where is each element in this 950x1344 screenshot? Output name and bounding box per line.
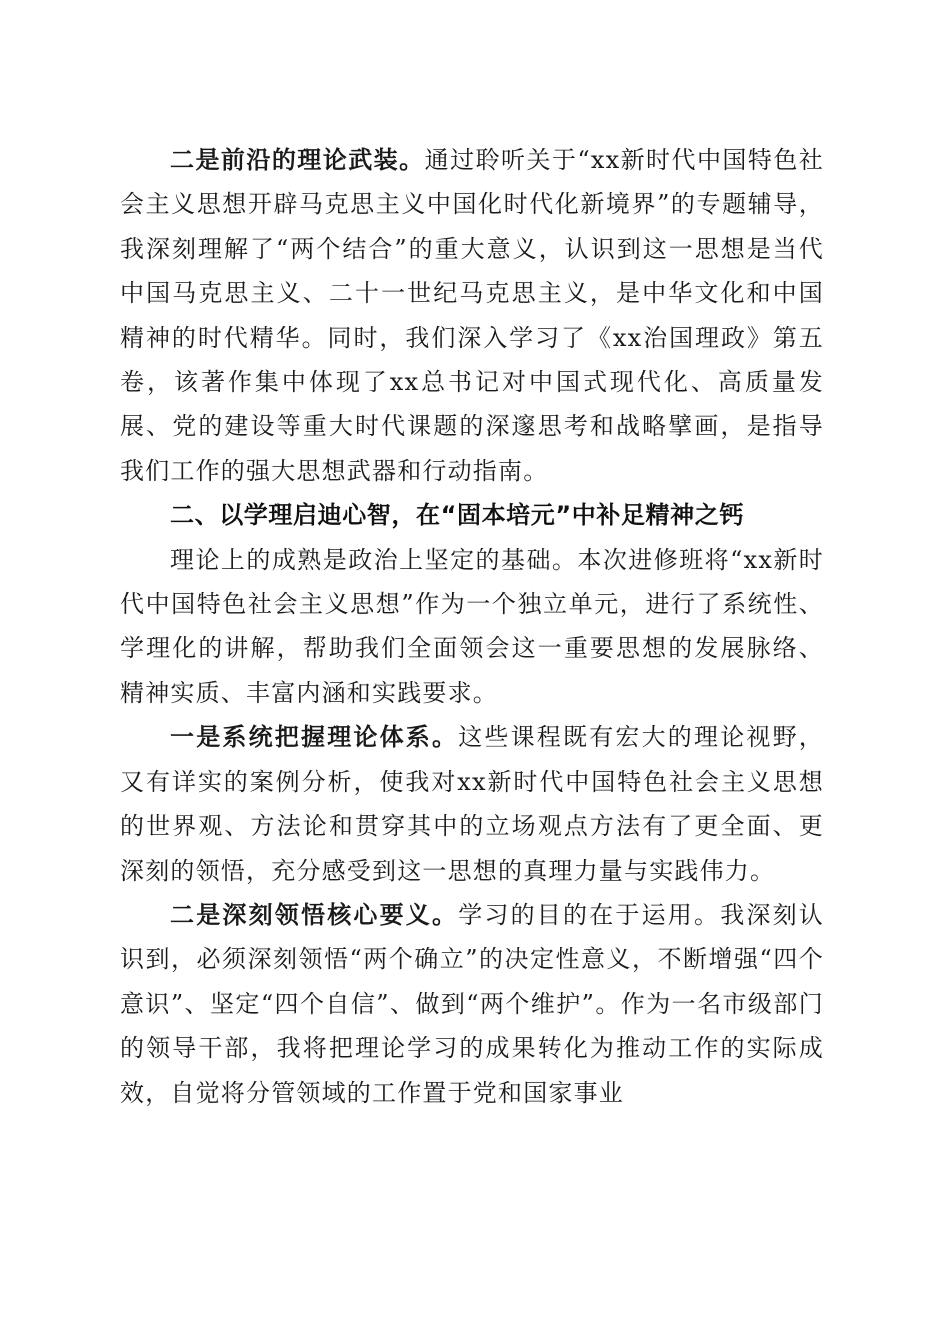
paragraph-text: 通过聆听关于“xx新时代中国特色社会主义思想开辟马克思主义中国化时代化新境界”的专题辅导，我深刻理解了“两个结合”的重大意义，认识到这一思想是当代中国马克思主义、二十一世纪马克思主义，是中华文化和中国精神的时代精华。同时，我们深入学习了《xx治国理政》第五卷，该著作集中体现了xx总书记对中国式现代化、高质量发展、党的建设等重大时代课题的深邃思考和战略擘画，是指导我们工作的强大思想武器和行动指南。 [120, 146, 824, 485]
paragraph-text: 学习的目的在于运用。我深刻认识到，必须深刻领悟“两个确立”的决定性意义，不断增强“四个意识”、坚定“四个自信”、做到“两个维护”。作为一名市级部门的领导干部，我将把理论学习的成果转化为推动工作的实际成效，自觉将分管领域的工作置于党和国家事业 [120, 900, 824, 1107]
paragraph-text: 这些课程既有宏大的理论视野，又有详实的案例分析，使我对xx新时代中国特色社会主义思想的世界观、方法论和贯穿其中的立场观点方法有了更全面、更深刻的领悟，充分感受到这一思想的真理力量与实践伟力。 [120, 723, 824, 885]
paragraph-theory-maturity [120, 538, 824, 716]
section-heading: 二、以学理启迪心智，在“固本培元”中补足精神之钙 [170, 501, 744, 530]
paragraph-lead: 二是深刻领悟核心要义。 [170, 899, 459, 929]
paragraph-frontier-theory [120, 138, 824, 493]
paragraph-lead: 二是前沿的理论武装。 [170, 145, 425, 174]
paragraph-core-essence [120, 893, 824, 1115]
paragraph-text: 理论上的成熟是政治上坚定的基础。本次进修班将“xx新时代中国特色社会主义思想”作为一个独立单元，进行了系统性、学理化的讲解，帮助我们全面领会这一重要思想的发展脉络、精神实质、丰富内涵和实践要求。 [120, 545, 824, 707]
paragraph-lead: 一是系统把握理论体系。 [170, 722, 459, 752]
paragraph-theory-system [120, 715, 824, 893]
document-body [120, 138, 824, 1115]
